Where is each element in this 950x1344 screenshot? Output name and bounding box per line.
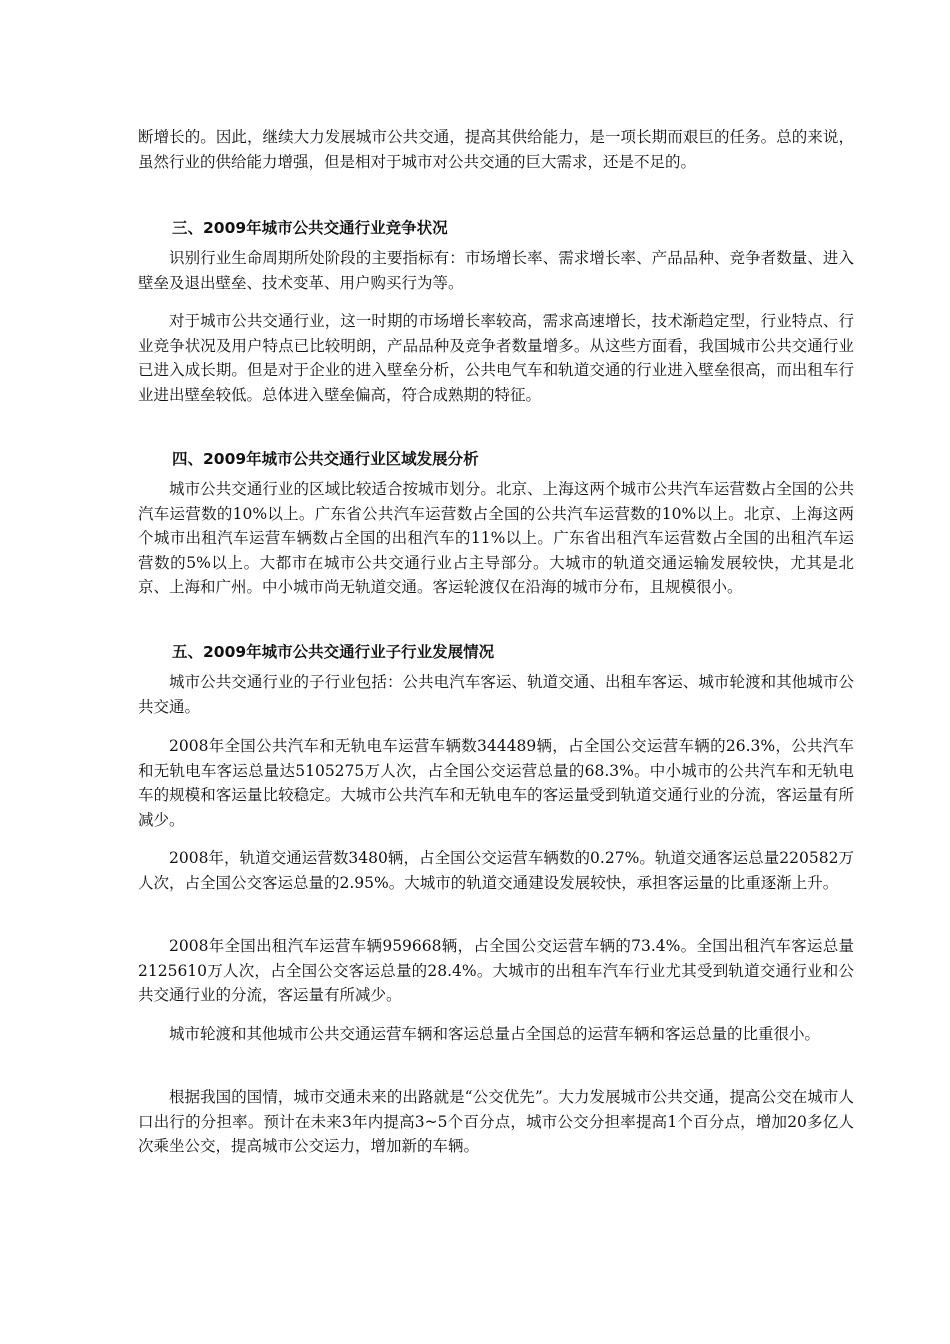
section-5-paragraph-3: 2008年，轨道交通运营数3480辆，占全国公交运营车辆数的0.27%。轨道交通客运总量220582万人次，占全国公交客运总量的2.95%。大城市的轨道交通建设发展较快，承担客运量的比重逐渐上升。	[138, 849, 854, 892]
intro-paragraph-block	[138, 125, 854, 174]
section-5-paragraph-4: 2008年全国出租汽车运营车辆959668辆，占全国公交运营车辆的73.4%。全国出租汽车客运总量2125610万人次，占全国公交客运总量的28.4%。大城市的出租车汽车行业尤其受到轨道交通行业和公共交通行业的分流，客运量有所减少。	[138, 937, 854, 1005]
section-5-block-3	[138, 846, 854, 895]
section-3-block-1	[138, 246, 854, 295]
section-5-paragraph-2: 2008年全国公共汽车和无轨电车运营车辆数344489辆，占全国公交运营车辆的26.3%，公共汽车和无轨电车客运总量达5105275万人次，占全国公交运营总量的68.3%。中小城市的公共汽车和无轨电车的规模和客运量比较稳定。大城市公共汽车和无轨电车的客运量受到轨道交通行业的分流，客运量有所减少。	[138, 737, 854, 829]
section-5-block-4	[138, 934, 854, 1008]
section-3-block-2	[138, 309, 854, 407]
section-5-block-6	[138, 1085, 854, 1159]
section-4-paragraph-1: 城市公共交通行业的区域比较适合按城市划分。北京、上海这两个城市公共汽车运营数占全国的公共汽车运营数的10%以上。广东省公共汽车运营数占全国的公共汽车运营数的10%以上。北京、上海这两个城市出租汽车运营车辆数占全国的出租汽车的11%以上。广东省出租汽车运营数占全国的出租汽车运营数的5%以上。大都市在城市公共交通行业占主导部分。大城市的轨道交通运输发展较快，尤其是北京、上海和广州。中小城市尚无轨道交通。客运轮渡仅在沿海的城市分布，且规模很小。	[138, 480, 854, 597]
section-3-paragraph-1: 识别行业生命周期所处阶段的主要指标有：市场增长率、需求增长率、产品品种、竞争者数量、进入壁垒及退出壁垒、技术变革、用户购买行为等。	[138, 249, 854, 292]
section-5-heading: 五、2009年城市公共交通行业子行业发展情况	[172, 643, 495, 661]
section-3-heading: 三、2009年城市公共交通行业竞争状况	[172, 219, 448, 237]
section-5-paragraph-5: 城市轮渡和其他城市公共交通运营车辆和客运总量占全国总的运营车辆和客运总量的比重很小。	[169, 1025, 821, 1043]
intro-paragraph: 断增长的。因此，继续大力发展城市公共交通，提高其供给能力，是一项长期而艰巨的任务。总的来说，虽然行业的供给能力增强，但是相对于城市对公共交通的巨大需求，还是不足的。	[138, 128, 854, 171]
section-4-block-1	[138, 477, 854, 600]
section-5-paragraph-6: 根据我国的国情，城市交通未来的出路就是“公交优先”。大力发展城市公共交通，提高公交在城市人口出行的分担率。预计在未来3年内提高3~5个百分点，城市公交分担率提高1个百分点，增加20多亿人次乘坐公交，提高城市公交运力，增加新的车辆。	[138, 1088, 854, 1156]
section-5-block-1	[138, 670, 854, 719]
section-3-paragraph-2: 对于城市公共交通行业，这一时期的市场增长率较高，需求高速增长，技术渐趋定型，行业特点、行业竞争状况及用户特点已比较明朗，产品品种及竞争者数量增多。从这些方面看，我国城市公共交通行业已进入成长期。但是对于企业的进入壁垒分析，公共电气车和轨道交通的行业进入壁垒很高，而出租车行业进出壁垒较低。总体进入壁垒偏高，符合成熟期的特征。	[138, 312, 854, 404]
section-5-block-2	[138, 734, 854, 832]
section-5-paragraph-1: 城市公共交通行业的子行业包括：公共电汽车客运、轨道交通、出租车客运、城市轮渡和其他城市公共交通。	[138, 673, 854, 716]
section-4-heading: 四、2009年城市公共交通行业区域发展分析	[172, 450, 479, 468]
section-5-block-5	[138, 1022, 854, 1047]
